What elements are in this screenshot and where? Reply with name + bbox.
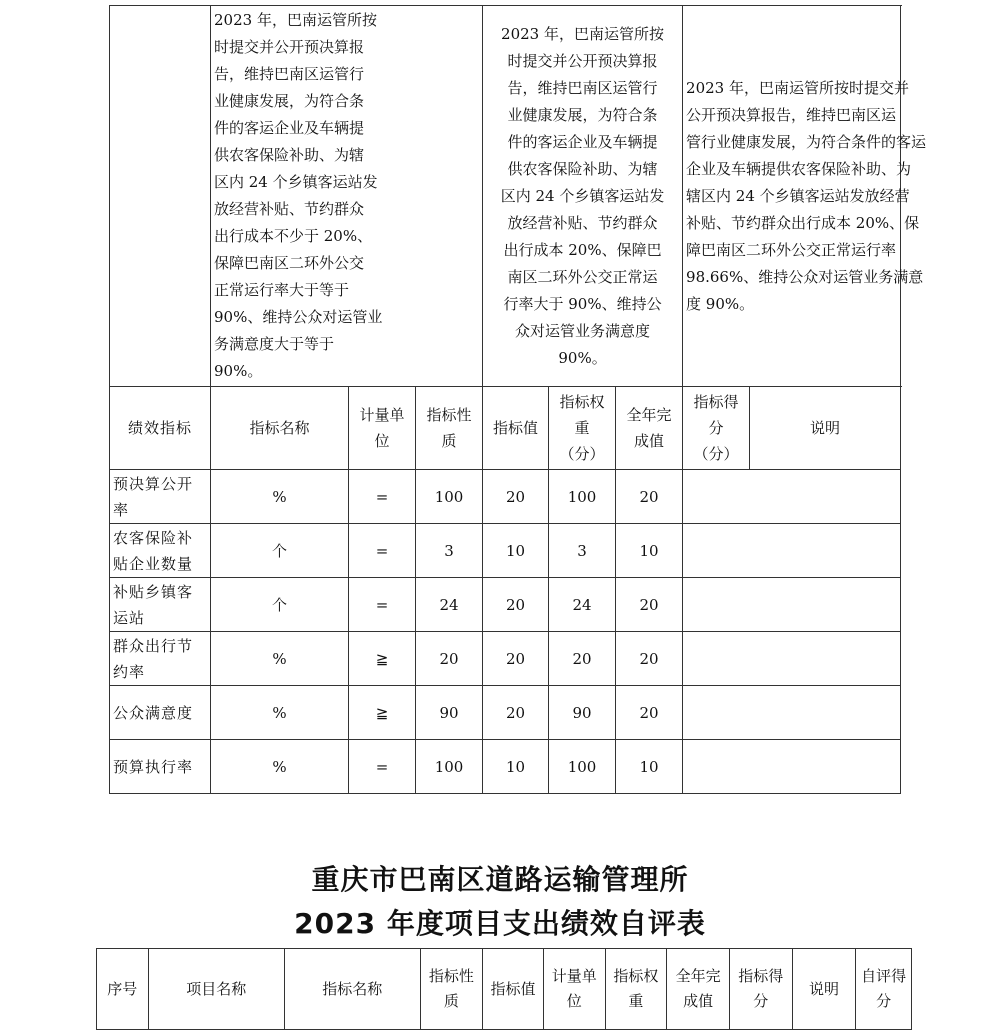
goal-text-line: 件的客运企业及车辆提 — [507, 132, 658, 151]
goal-text-line: 务满意度大于等于 — [214, 335, 335, 353]
goal-text-line: 放经营补贴、节约群众 — [214, 200, 365, 218]
goal-text-line: 2023 年，巴南运管所按 — [214, 11, 377, 29]
goal-text-line: 时提交并公开预决算报 — [214, 38, 365, 56]
indicator-actual-cell: 24 — [549, 578, 616, 632]
indicator-weight-cell: 10 — [483, 740, 549, 794]
indicator-unit-cell: % — [211, 686, 349, 740]
goal-text-line: 正常运行率大于等于 — [214, 281, 350, 299]
header2-weight: 指标权 重 — [605, 949, 667, 1030]
indicator-weight-cell: 20 — [483, 632, 549, 686]
indicator-score-cell: 20 — [616, 578, 683, 632]
indicator-row — [110, 740, 901, 794]
header-value: 指标值 — [483, 387, 549, 470]
goal-text-line: 出行成本 20%、保障巴 — [503, 240, 662, 259]
header2-value: 指标值 — [483, 949, 544, 1030]
indicator-name-cell: 农客保险补贴企业数量 — [110, 524, 211, 578]
goal-text-line: 90%。 — [214, 362, 263, 380]
goal-text-line: 保障巴南区二环外公交 — [214, 254, 365, 272]
goal-text-line: 众对运管业务满意度 — [515, 321, 651, 340]
goal-text-line: 2023 年，巴南运管所按时提交并 — [686, 78, 909, 97]
goal-text-line: 行率大于 90%、维持公 — [503, 294, 662, 313]
goal-text-line: 南区二环外公交正常运 — [507, 267, 658, 286]
indicator-name-cell: 公众满意度 — [110, 686, 211, 740]
header-note: 说明 — [750, 387, 901, 470]
goal-text-line: 业健康发展，为符合条 — [214, 92, 365, 110]
indicator-value-cell: 20 — [416, 632, 483, 686]
goal-text-line: 件的客运企业及车辆提 — [214, 119, 365, 137]
goal-text-line: 区内 24 个乡镇客运站发 — [214, 173, 378, 191]
indicator-name-cell: 预算执行率 — [110, 740, 211, 794]
goal-text-line: 90%、维持公众对运管业 — [214, 308, 383, 326]
header2-note: 说明 — [792, 949, 856, 1030]
indicator-note-cell — [683, 524, 901, 578]
goal-text-line: 告，维持巴南区运管行 — [507, 78, 658, 97]
goal-text-line: 度 90%。 — [686, 294, 755, 313]
indicator-row — [110, 632, 901, 686]
header2-self-score: 自评得 分 — [856, 949, 912, 1030]
header-unit: 计量单 位 — [349, 387, 416, 470]
indicator-value-cell: 24 — [416, 578, 483, 632]
goal-text-line: 供农客保险补助、为辖 — [214, 146, 365, 164]
header2-nature: 指标性 质 — [420, 949, 483, 1030]
goal-label-cell — [110, 6, 211, 387]
indicator-note-cell — [683, 632, 901, 686]
goal-text-line: 公开预决算报告，维持巴南区运 — [686, 105, 897, 124]
header2-actual: 全年完 成值 — [667, 949, 730, 1030]
indicator-unit-cell: % — [211, 470, 349, 524]
indicator-nature-cell: = — [349, 470, 416, 524]
indicator-nature-cell: ≧ — [349, 686, 416, 740]
indicator-note-cell — [683, 470, 901, 524]
goal-text-line: 98.66%、维持公众对运管业务满意 — [686, 267, 924, 286]
indicator-note-cell — [683, 740, 901, 794]
indicator-score-cell: 20 — [616, 632, 683, 686]
indicator-nature-cell: = — [349, 524, 416, 578]
target-goal-cell — [483, 6, 683, 387]
indicator-name-cell: 群众出行节约率 — [110, 632, 211, 686]
goal-text-line: 企业及车辆提供农客保险补助、为 — [686, 159, 912, 178]
indicator-row — [110, 524, 901, 578]
indicator-nature-cell: = — [349, 740, 416, 794]
indicator-row — [110, 578, 901, 632]
goal-text-line: 90%。 — [558, 348, 607, 367]
perf-row-label: 绩效指标 — [110, 387, 211, 470]
goal-text-line: 放经营补贴、节约群众 — [507, 213, 658, 232]
indicator-unit-cell: % — [211, 740, 349, 794]
goal-text-line: 供农客保险补助、为辖 — [507, 159, 658, 178]
indicator-weight-cell: 20 — [483, 470, 549, 524]
indicator-note-cell — [683, 686, 901, 740]
indicator-score-cell: 20 — [616, 470, 683, 524]
indicator-weight-cell: 20 — [483, 686, 549, 740]
indicator-nature-cell: = — [349, 578, 416, 632]
indicator-name-cell: 补贴乡镇客运站 — [110, 578, 211, 632]
page-title-line2: 2023 年度项目支出绩效自评表 — [294, 907, 706, 940]
goal-text-line: 时提交并公开预决算报 — [507, 51, 658, 70]
goal-row — [110, 6, 901, 387]
header-score: 指标得 分 （分） — [683, 387, 750, 470]
self-eval-table — [96, 948, 912, 1030]
indicator-unit-cell: 个 — [211, 524, 349, 578]
indicator-row — [110, 470, 901, 524]
indicator-score-cell: 10 — [616, 524, 683, 578]
indicator-actual-cell: 3 — [549, 524, 616, 578]
indicator-weight-cell: 20 — [483, 578, 549, 632]
indicator-actual-cell: 100 — [549, 470, 616, 524]
planned-goal-cell — [211, 6, 483, 387]
goal-text-line: 业健康发展，为符合条 — [507, 105, 658, 124]
perf-header-row — [110, 387, 901, 470]
header2-unit: 计量单 位 — [543, 949, 605, 1030]
indicator-value-cell: 100 — [416, 470, 483, 524]
indicator-weight-cell: 10 — [483, 524, 549, 578]
indicator-unit-cell: 个 — [211, 578, 349, 632]
indicator-nature-cell: ≧ — [349, 632, 416, 686]
goal-text-line: 障巴南区二环外公交正常运行率 — [686, 240, 897, 259]
goal-text-line: 出行成本不少于 20%、 — [214, 227, 373, 245]
goal-text-line: 告，维持巴南区运管行 — [214, 65, 365, 83]
indicator-name-cell: 预决算公开率 — [110, 470, 211, 524]
performance-table — [109, 5, 927, 794]
header-project: 项目名称 — [148, 949, 285, 1030]
indicator-value-cell: 3 — [416, 524, 483, 578]
header-seq: 序号 — [97, 949, 149, 1030]
self-eval-header-row — [97, 949, 912, 1030]
page-title-line1: 重庆市巴南区道路运输管理所 — [311, 863, 689, 896]
indicator-score-cell: 20 — [616, 686, 683, 740]
header-nature: 指标性 质 — [416, 387, 483, 470]
indicator-actual-cell: 20 — [549, 632, 616, 686]
goal-text-line: 补贴、节约群众出行成本 20%、保 — [686, 213, 920, 232]
header-indicator-name: 指标名称 — [211, 387, 349, 470]
goal-text-line: 2023 年，巴南运管所按 — [501, 24, 664, 43]
header-indicator: 指标名称 — [285, 949, 420, 1030]
indicator-actual-cell: 90 — [549, 686, 616, 740]
goal-text-line: 辖区内 24 个乡镇客运站发放经营 — [686, 186, 910, 205]
indicator-value-cell: 90 — [416, 686, 483, 740]
indicator-note-cell — [683, 578, 901, 632]
actual-goal-cell — [683, 6, 927, 387]
indicator-value-cell: 100 — [416, 740, 483, 794]
indicator-row — [110, 686, 901, 740]
header-actual: 全年完 成值 — [616, 387, 683, 470]
indicator-unit-cell: % — [211, 632, 349, 686]
header-weight: 指标权 重 （分） — [549, 387, 616, 470]
goal-text-line: 管行业健康发展，为符合条件的客运 — [686, 132, 927, 151]
indicator-score-cell: 10 — [616, 740, 683, 794]
indicator-actual-cell: 100 — [549, 740, 616, 794]
goal-text-line: 区内 24 个乡镇客运站发 — [500, 186, 665, 205]
header2-score: 指标得 分 — [729, 949, 792, 1030]
